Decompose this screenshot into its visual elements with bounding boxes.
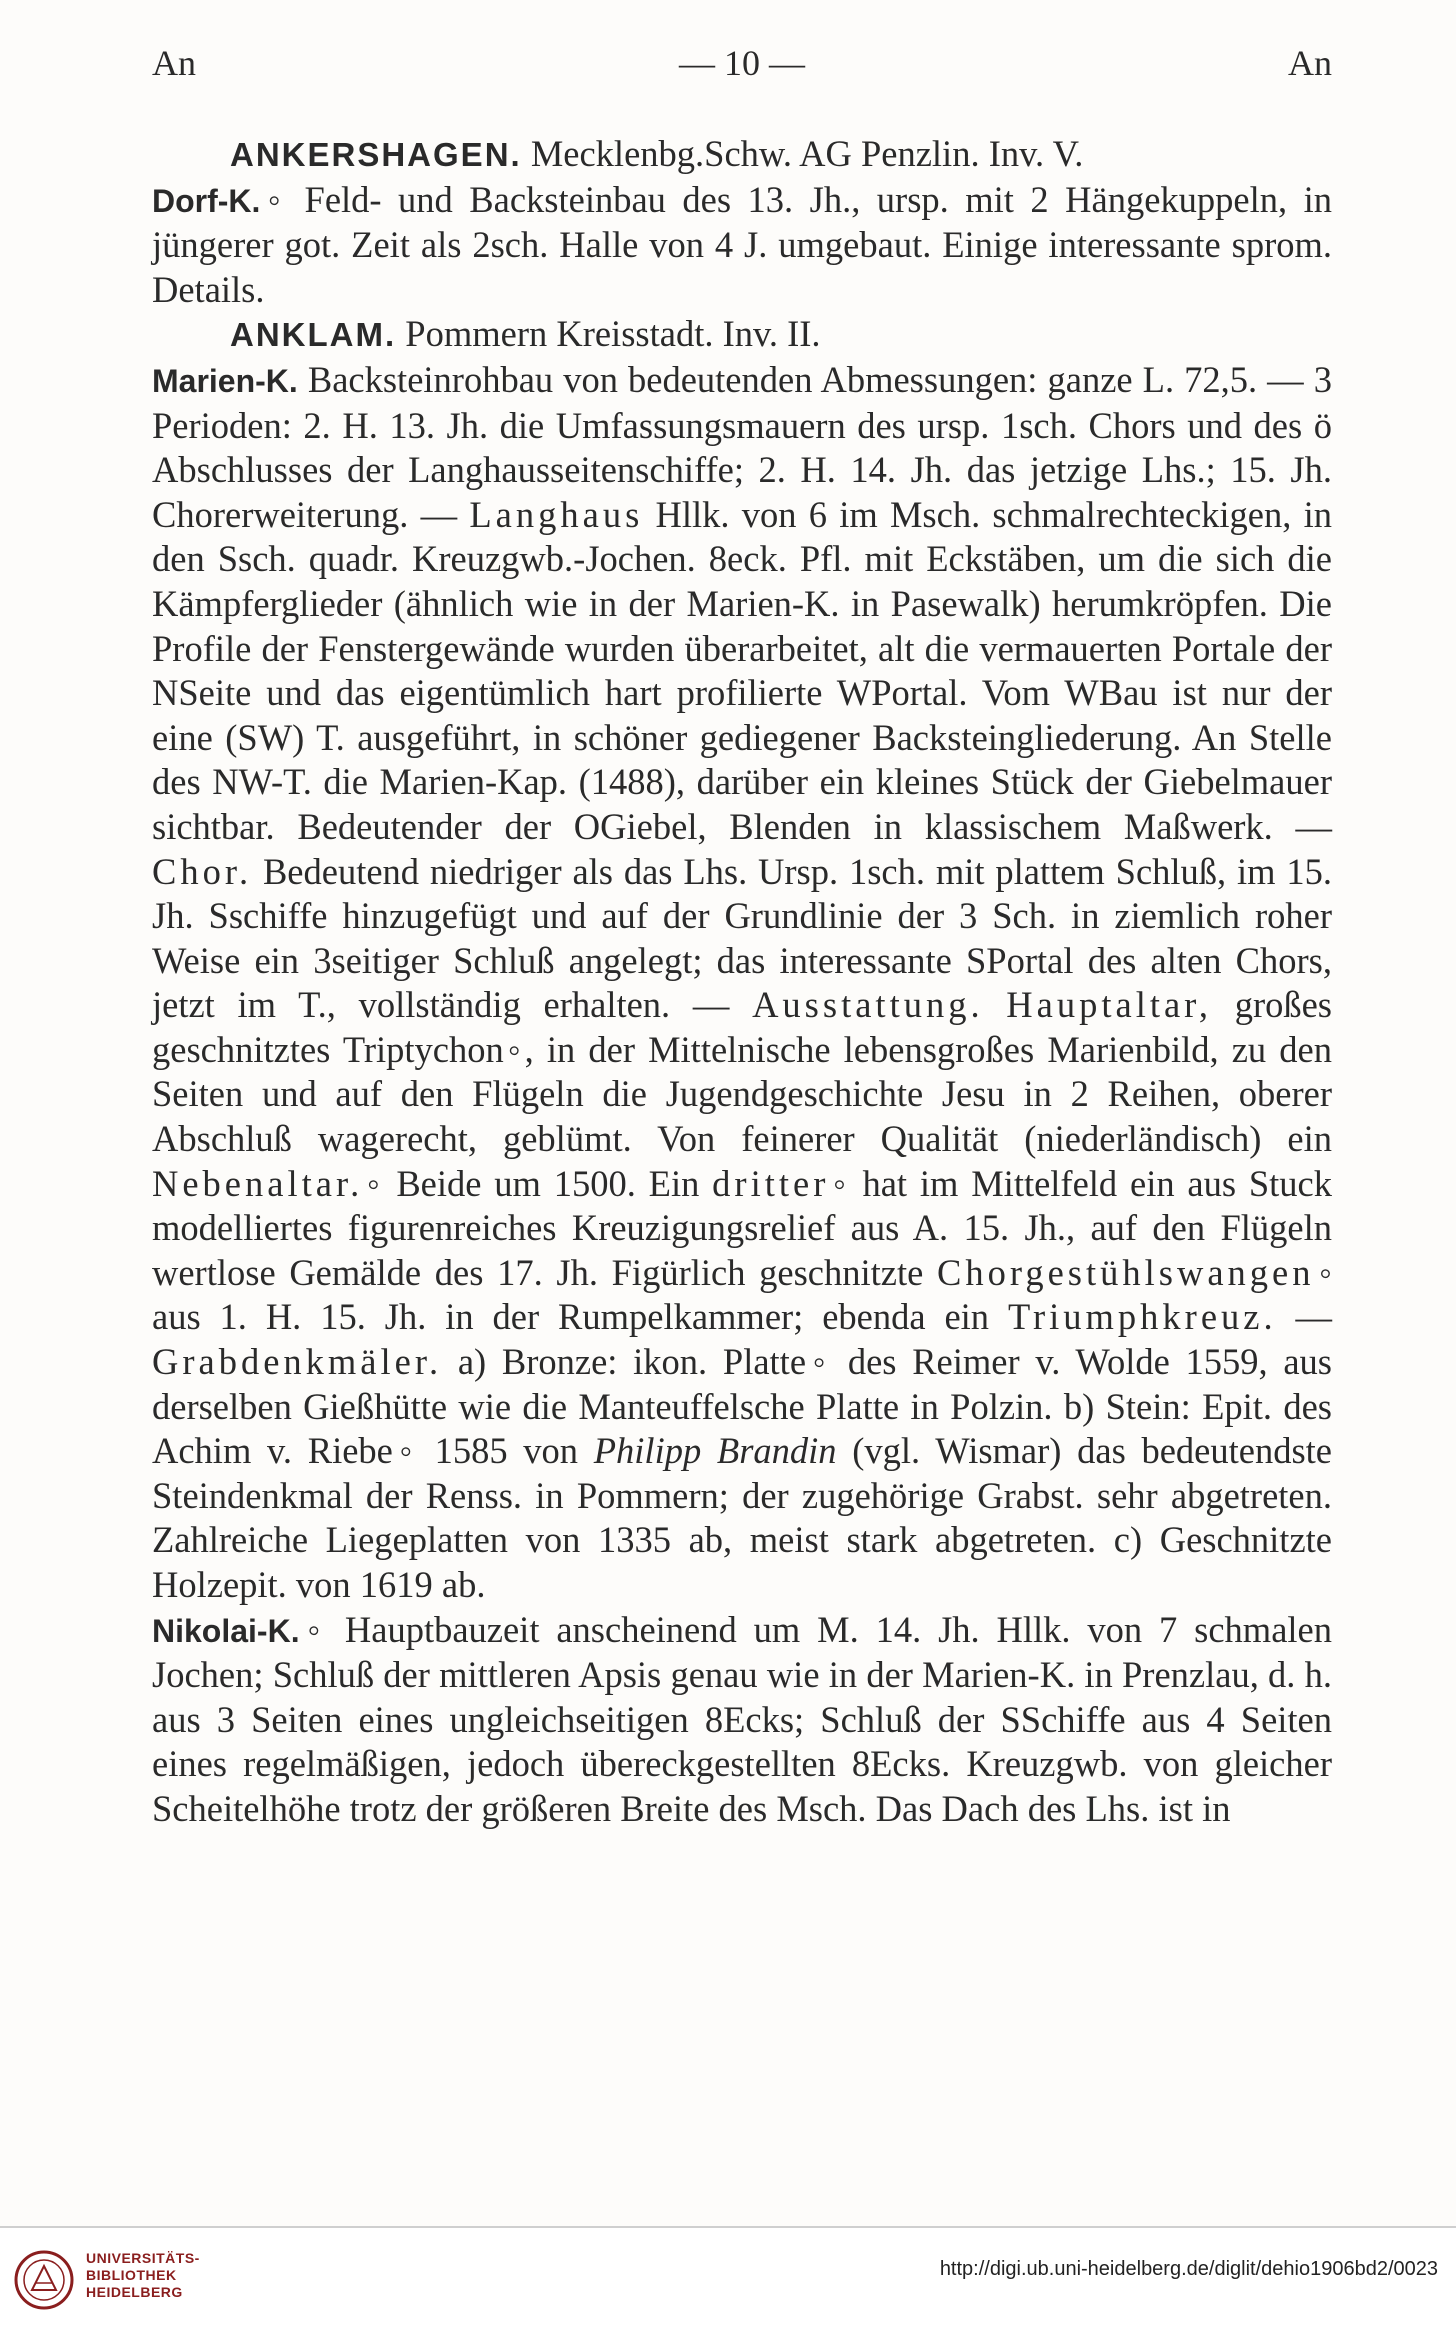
- entry-text: ◦ Hauptbauzeit anscheinend um M. 14. Jh. Hllk. von 7 schmalen Jochen; Schluß der mittleren Apsis genau wie in der Marien-K. in Prenzlau, d. h. aus 3 Seiten eines ungleichseitigen 8Ecks; Schluß der SSchiffe aus 4 Seiten eines regelmäßigen, jedoch übereckgestellten 8Ecks. Kreuzgwb. von gleicher Scheitelhöhe trotz der größeren Breite des Msch. Das Dach des Lhs. ist in: [152, 1608, 1332, 1829]
- entry-text: Mecklenbg.Schw. AG Penzlin. Inv. V.: [521, 133, 1084, 174]
- entry-text: Hllk. von 6 im Msch. schmalrechteckigen, in den Ssch. quadr. Kreuzgwb.-Jochen. 8eck. Pfl. mit Eckstäben, um die sich die Kämpferglieder (ähnlich wie in der Marien-K. in Pasewalk) herumkröpfen. Die Profile der Fenstergewände wurden überarbeitet, alt die vermauerten Portale der NSeite und das eigentümlich hart profilierte WPortal. Vom WBau ist nur der eine (SW) T. ausgeführt, in schöner gediegener Backsteingliederung. An Stelle des NW-T. die Marien-Kap. (1488), darüber ein kleines Stück der Giebelmauer sichtbar. Bedeutender der OGiebel, Blenden in klassischem Maßwerk. —: [152, 493, 1332, 847]
- spaced-term: Chorgestühlswangen: [937, 1251, 1315, 1293]
- entry-text: (vgl. Wismar) das bedeutendste Steindenkmal der Renss. in Pommern; der zugehörige Grabst. sehr abgetreten. Zahlreiche Liegeplatten von 1335 ab, meist stark abgetreten. c) Geschnitzte Holzepit. von 1619 ab.: [152, 1430, 1333, 1605]
- library-name-line: HEIDELBERG: [86, 2284, 183, 2300]
- library-name-line: UNIVERSITÄTS-: [86, 2250, 200, 2266]
- university-seal-icon: [14, 2250, 74, 2310]
- entry-marien-k: [152, 358, 1332, 1608]
- entry-text: Backsteinrohbau von bedeutenden Abmessungen: ganze L. 72,5. — 3 Perioden: 2. H. 13. Jh. die Umfassungsmauern des ursp. 1sch. Chors und des ö Abschlusses der Langhausseitenschiffe; 2. H. 14. Jh. das jetzige Lhs.; 15. Jh. Chorerweiterung. —: [152, 358, 1332, 535]
- source-url-link[interactable]: http://digi.ub.uni-heidelberg.de/diglit/dehio1906bd2/0023: [939, 2258, 1438, 2280]
- spaced-term: Ausstattung.: [752, 984, 984, 1026]
- entry-text: großes geschnitztes Triptychon◦, in der Mittelnische lebensgroßes Marienbild, zu den Seiten und auf den Flügeln die Jugendgeschichte Jesu in 2 Reihen, oberer Abschluß wagerecht, geblümt. Von feinerer Qualität (niederländisch) ein: [152, 984, 1333, 1160]
- place-heading: ANKERSHAGEN.: [230, 136, 522, 173]
- header-left: An: [152, 43, 196, 83]
- spaced-term: Langhaus: [469, 493, 644, 535]
- entry-text: ◦ aus 1. H. 15. Jh. in der Rumpelkammer; ebenda ein: [152, 1251, 1332, 1338]
- library-name: [86, 2250, 200, 2301]
- place-heading: ANKLAM.: [230, 316, 397, 354]
- entry-text: Pommern Kreisstadt. Inv. II.: [396, 313, 821, 355]
- entry-dorf-k: [152, 178, 1332, 313]
- building-label: Marien-K.: [152, 362, 298, 399]
- spaced-term: Chor.: [152, 850, 253, 892]
- entry-text: ◦ Feld- und Backsteinbau des 13. Jh., ursp. mit 2 Hängekuppeln, in jüngerer got. Zeit als 2sch. Halle von 4 J. umgebaut. Einige interessante sprom. Details.: [152, 178, 1332, 310]
- header-right: An: [1288, 43, 1332, 83]
- entry-anklam: [152, 312, 1332, 358]
- spaced-term: Nebenaltar.: [152, 1162, 364, 1204]
- page-number: — 10 —: [679, 43, 805, 83]
- entry-ankershagen: [152, 132, 1332, 178]
- entry-nikolai-k: [152, 1608, 1332, 1832]
- library-name-line: BIBLIOTHEK: [86, 2267, 177, 2283]
- building-label: Nikolai-K.: [152, 1612, 300, 1649]
- entry-text: a) Bronze: ikon. Platte◦ des Reimer v. Wolde 1559, aus derselben Gießhütte wie die Manteuffelsche Platte in Polzin. b) Stein: Epit. des Achim v. Riebe◦ 1585 von: [152, 1341, 1332, 1472]
- entry-text: ◦ Beide um 1500. Ein: [363, 1162, 713, 1204]
- running-header: [152, 42, 1332, 94]
- spaced-term: Hauptaltar,: [1006, 984, 1212, 1026]
- artist-name: Philipp Brandin: [593, 1430, 837, 1472]
- entry-text: Bedeutend niedriger als das Lhs. Ursp. 1sch. mit plattem Schluß, im 15. Jh. Sschiffe hinzugefügt und auf der Grundlinie der 3 Sch. in ziemlich roher Weise ein 3seitiger Schluß angelegt; das interessante SPortal des alten Chors, jetzt im T., vollständig erhalten. —: [152, 850, 1332, 1026]
- entry-text: —: [1276, 1296, 1333, 1338]
- main-text: [152, 132, 1332, 1832]
- entry-text: [984, 984, 1007, 1025]
- entry-text: ◦ hat im Mittelfeld ein aus Stuck modelliertes figurenreiches Kreuzigungsrelief aus A. 15. Jh., auf den Flügeln wertlose Gemälde des 17. Jh. Figürlich geschnitzte: [152, 1162, 1332, 1293]
- spaced-term: Triumphkreuz.: [1007, 1296, 1277, 1338]
- library-footer: [0, 2228, 1456, 2329]
- spaced-term: dritter: [712, 1162, 830, 1204]
- spaced-term: Grabdenkmäler.: [152, 1341, 443, 1383]
- building-label: Dorf-K.: [152, 182, 261, 219]
